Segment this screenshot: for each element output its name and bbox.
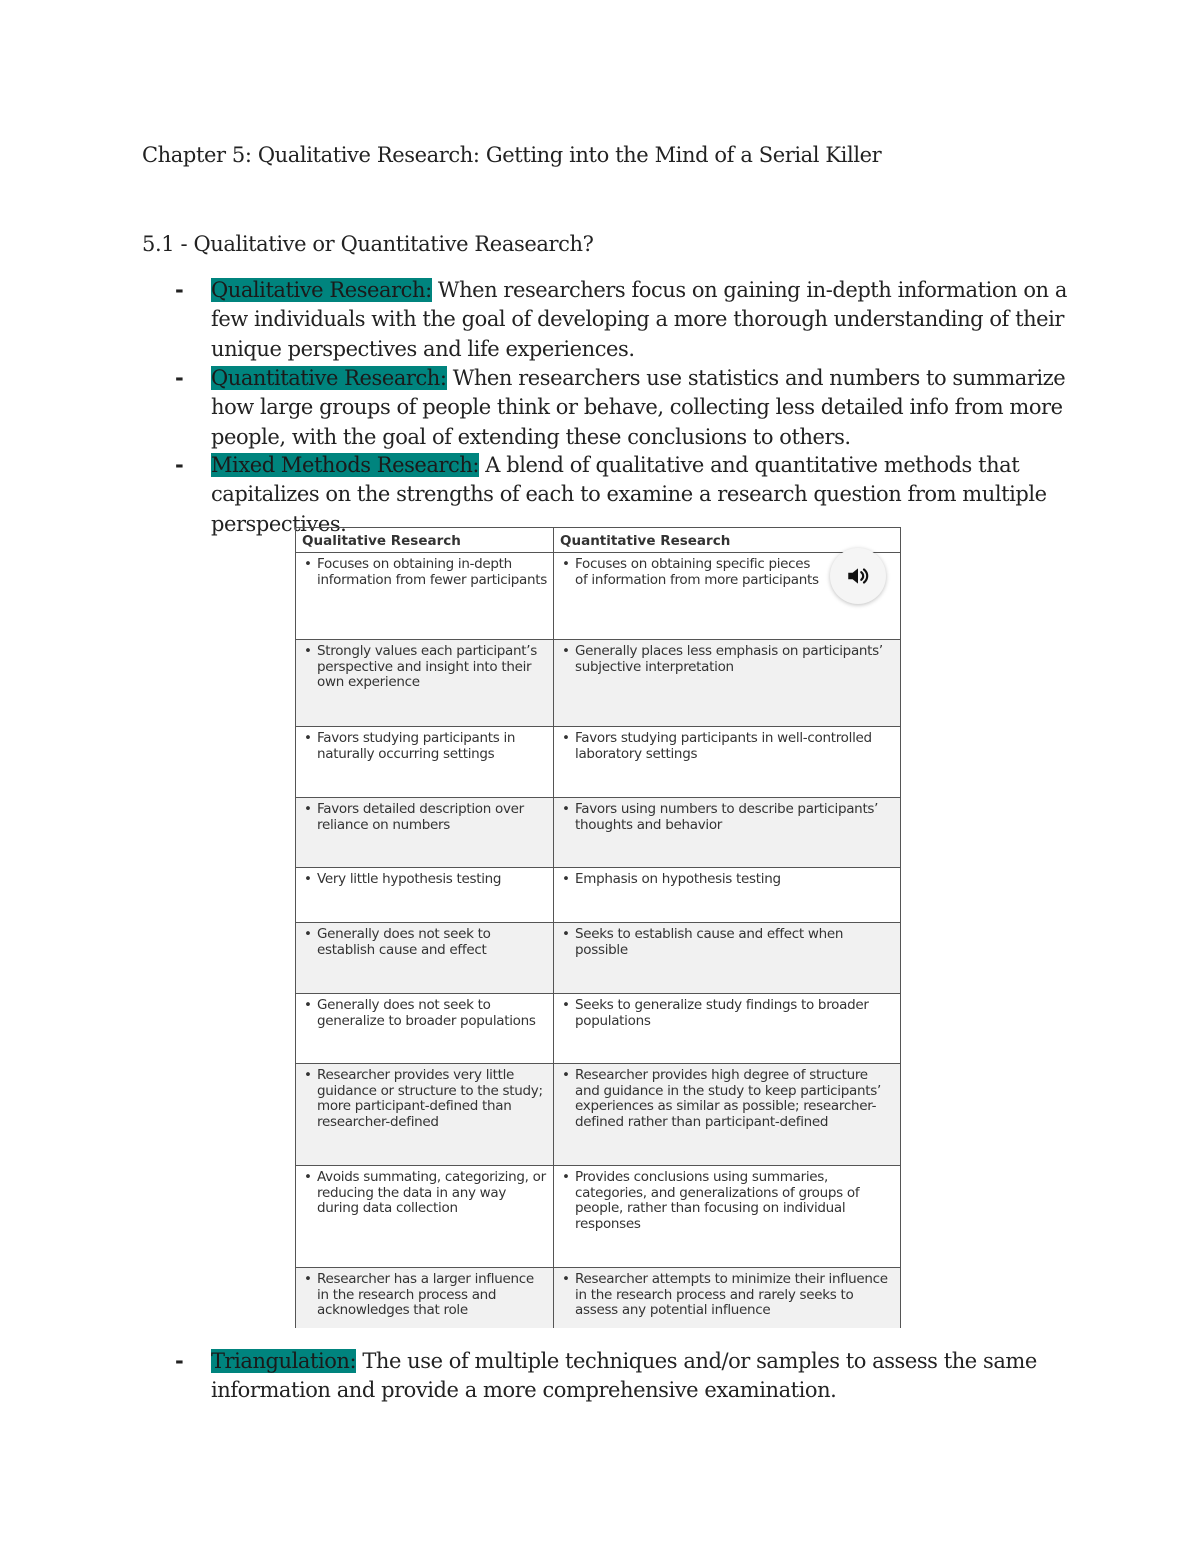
table-cell — [554, 1064, 900, 1165]
list-bullet: - — [175, 366, 184, 390]
definition-text: When researchers focus on gaining in-depth information on a few individuals with the goal of developing a more thorough understanding of their unique perspectives and life experiences. — [211, 278, 1067, 361]
cell-text: • Seeks to establish cause and effect when possible — [560, 927, 896, 958]
cell-text: • Researcher attempts to minimize their influence in the research process and rarely seeks to assess any potential influence — [560, 1272, 896, 1319]
table-row — [296, 923, 900, 994]
list-bullet: - — [175, 1349, 184, 1373]
cell-text: • Favors studying participants in naturally occurring settings — [302, 731, 549, 762]
table-cell — [554, 727, 900, 797]
table-cell — [296, 994, 554, 1063]
definition-qualitative — [211, 276, 1071, 364]
cell-text: • Generally places less emphasis on participants’ subjective interpretation — [560, 644, 896, 675]
table-cell — [296, 727, 554, 797]
table-cell — [554, 994, 900, 1063]
list-bullet: - — [175, 453, 184, 477]
table-header-quantitative: Quantitative Research — [560, 533, 731, 549]
term-highlight: Qualitative Research: — [211, 278, 432, 302]
speaker-icon — [845, 563, 871, 589]
table-row — [296, 553, 900, 640]
cell-text: • Focuses on obtaining in-depth information from fewer participants — [302, 557, 549, 588]
section-heading: 5.1 - Qualitative or Quantitative Reasearch? — [142, 232, 594, 256]
cell-text: • Seeks to generalize study findings to broader populations — [560, 998, 896, 1029]
cell-text: • Generally does not seek to generalize to broader populations — [302, 998, 549, 1029]
cell-text: • Generally does not seek to establish cause and effect — [302, 927, 549, 958]
definition-text: A blend of qualitative and quantitative methods that capitalizes on the strengths of each to examine a research question from multiple perspectives. — [211, 453, 1047, 536]
table-cell — [554, 923, 900, 993]
definition-text: When researchers use statistics and numbers to summarize how large groups of people think or behave, collecting less detailed info from more people, with the goal of extending these conclusions to others. — [211, 366, 1066, 449]
list-bullet: - — [175, 278, 184, 302]
table-row — [296, 994, 900, 1064]
cell-text: • Avoids summating, categorizing, or reducing the data in any way during data collection — [302, 1170, 549, 1217]
table-cell — [296, 798, 554, 867]
cell-text: • Researcher has a larger influence in the research process and acknowledges that role — [302, 1272, 549, 1319]
term-highlight: Triangulation: — [211, 1349, 357, 1373]
cell-text: • Researcher provides very little guidance or structure to the study; more participant-defined than researcher-defined — [302, 1068, 549, 1130]
table-row — [296, 727, 900, 798]
table-cell — [296, 1268, 554, 1328]
table-cell — [296, 1064, 554, 1165]
table-cell — [296, 553, 554, 639]
table-row — [296, 868, 900, 923]
cell-text: • Researcher provides high degree of structure and guidance in the study to keep participants’ experiences as similar as possible; researcher-defined rather than participant-defined — [560, 1068, 896, 1130]
read-aloud-button[interactable] — [830, 548, 886, 604]
table-cell — [554, 1268, 900, 1328]
comparison-table — [295, 527, 901, 1328]
cell-text: • Strongly values each participant’s perspective and insight into their own experience — [302, 644, 549, 691]
table-row — [296, 1268, 900, 1328]
term-highlight: Quantitative Research: — [211, 366, 447, 390]
term-highlight: Mixed Methods Research: — [211, 453, 480, 477]
table-cell — [554, 640, 900, 726]
table-cell — [296, 1166, 554, 1267]
cell-text: • Focuses on obtaining specific pieces of information from more participants — [560, 557, 820, 588]
table-row — [296, 798, 900, 868]
table-cell — [554, 1166, 900, 1267]
definition-triangulation — [211, 1347, 1071, 1406]
table-header-qualitative: Qualitative Research — [296, 528, 554, 552]
cell-text: • Provides conclusions using summaries, categories, and generalizations of groups of people, rather than focusing on individual responses — [560, 1170, 896, 1232]
cell-text: • Favors detailed description over reliance on numbers — [302, 802, 549, 833]
definition-mixed-methods — [211, 451, 1071, 539]
table-cell — [296, 923, 554, 993]
table-header-row — [296, 528, 900, 553]
cell-text: • Favors using numbers to describe participants’ thoughts and behavior — [560, 802, 896, 833]
table-cell — [296, 868, 554, 922]
table-row — [296, 640, 900, 727]
definition-quantitative — [211, 364, 1071, 452]
table-row — [296, 1166, 900, 1268]
cell-text: • Emphasis on hypothesis testing — [560, 872, 896, 888]
page-title: Chapter 5: Qualitative Research: Getting into the Mind of a Serial Killer — [142, 143, 882, 167]
table-cell — [296, 640, 554, 726]
table-cell — [554, 798, 900, 867]
definition-text: The use of multiple techniques and/or samples to assess the same information and provide a more comprehensive examination. — [211, 1349, 1037, 1403]
table-cell — [554, 868, 900, 922]
cell-text: • Very little hypothesis testing — [302, 872, 549, 888]
table-row — [296, 1064, 900, 1166]
cell-text: • Favors studying participants in well-controlled laboratory settings — [560, 731, 896, 762]
